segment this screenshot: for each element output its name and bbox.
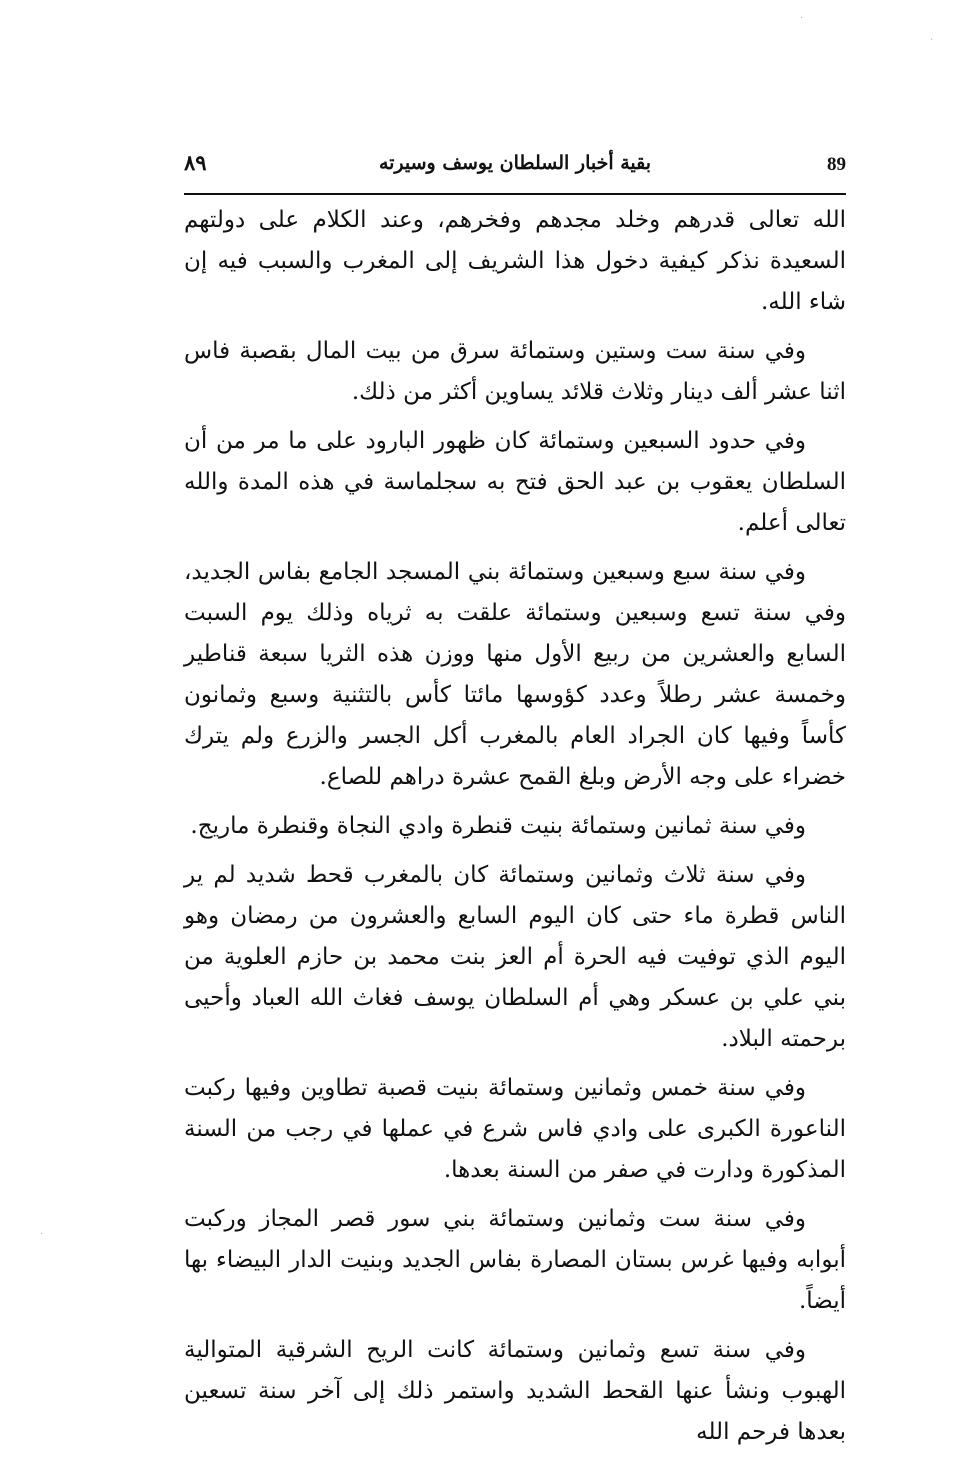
paragraph: الله تعالى قدرهم وخلد مجدهم وفخرهم، وعند الكلام على دولتهم السعيدة نذكر كيفية دخول هذا الشريف إلى المغرب والسبب فيه إن شاء الله. (184, 207, 846, 315)
scan-speck: · (930, 35, 934, 46)
scan-speck: · (800, 13, 804, 24)
body-text (184, 200, 846, 1461)
page-header (184, 146, 846, 190)
paragraph: وفي سنة ثلاث وثمانين وستمائة كان بالمغرب قحط شديد لم ير الناس قطرة ماء حتى كان اليوم السابع والعشرون من رمضان وهو اليوم الذي توفيت فيه الحرة أم العز بنت محمد بن حازم العلوية من بني علي بن عسكر وهي أم السلطان يوسف فغاث الله العباد وأحيى برحمته البلاد. (184, 862, 846, 1052)
paragraph: وفي سنة سبع وسبعين وستمائة بني المسجد الجامع بفاس الجديد، وفي سنة تسع وسبعين وستمائة علقت به ثرياه وذلك يوم السبت السابع والعشرين من ربيع الأول منها ووزن هذه الثريا سبعة قناطير وخمسة عشر رطلاً وعدد كؤوسها مائتا كأس بالتثنية وسبع وثمانون كأساً وفيها كان الجراد العام بالمغرب أكل الجسر والزرع ولم يترك خضراء على وجه الأرض وبلغ القمح عشرة دراهم للصاع. (184, 559, 846, 790)
paragraph: وفي سنة خمس وثمانين وستمائة بنيت قصبة تطاوين وفيها ركبت الناعورة الكبرى على وادي فاس شرع في عملها في رجب من السنة المذكورة ودارت في صفر من السنة بعدها. (184, 1075, 846, 1183)
paragraph: وفي سنة ثمانين وستمائة بنيت قنطرة وادي النجاة وقنطرة ماريج. (190, 813, 806, 839)
header-divider (184, 193, 846, 195)
paragraph: وفي سنة ست وثمانين وستمائة بني سور قصر المجاز وركبت أبوابه وفيها غرس بستان المصارة بفاس الجديد وبنيت الدار البيضاء بها أيضاً. (184, 1206, 846, 1314)
scan-speck: · (40, 1229, 44, 1240)
page-number-latin: 89 (827, 154, 846, 175)
page-number-arabic: ٨٩ (184, 150, 207, 175)
paragraph: وفي حدود السبعين وستمائة كان ظهور البارود على ما مر من أن السلطان يعقوب بن عبد الحق فتح به سجلماسة في هذه المدة والله تعالى أعلم. (184, 428, 846, 536)
running-title: بقية أخبار السلطان يوسف وسيرته (378, 152, 652, 174)
paragraph: وفي سنة ست وستين وستمائة سرق من بيت المال بقصبة فاس اثنا عشر ألف دينار وثلاث قلائد يساوين أكثر من ذلك. (184, 338, 846, 405)
paragraph: وفي سنة تسع وثمانين وستمائة كانت الريح الشرقية المتوالية الهبوب ونشأ عنها القحط الشديد واستمر ذلك إلى آخر سنة تسعين بعدها فرحم الله (184, 1337, 846, 1445)
